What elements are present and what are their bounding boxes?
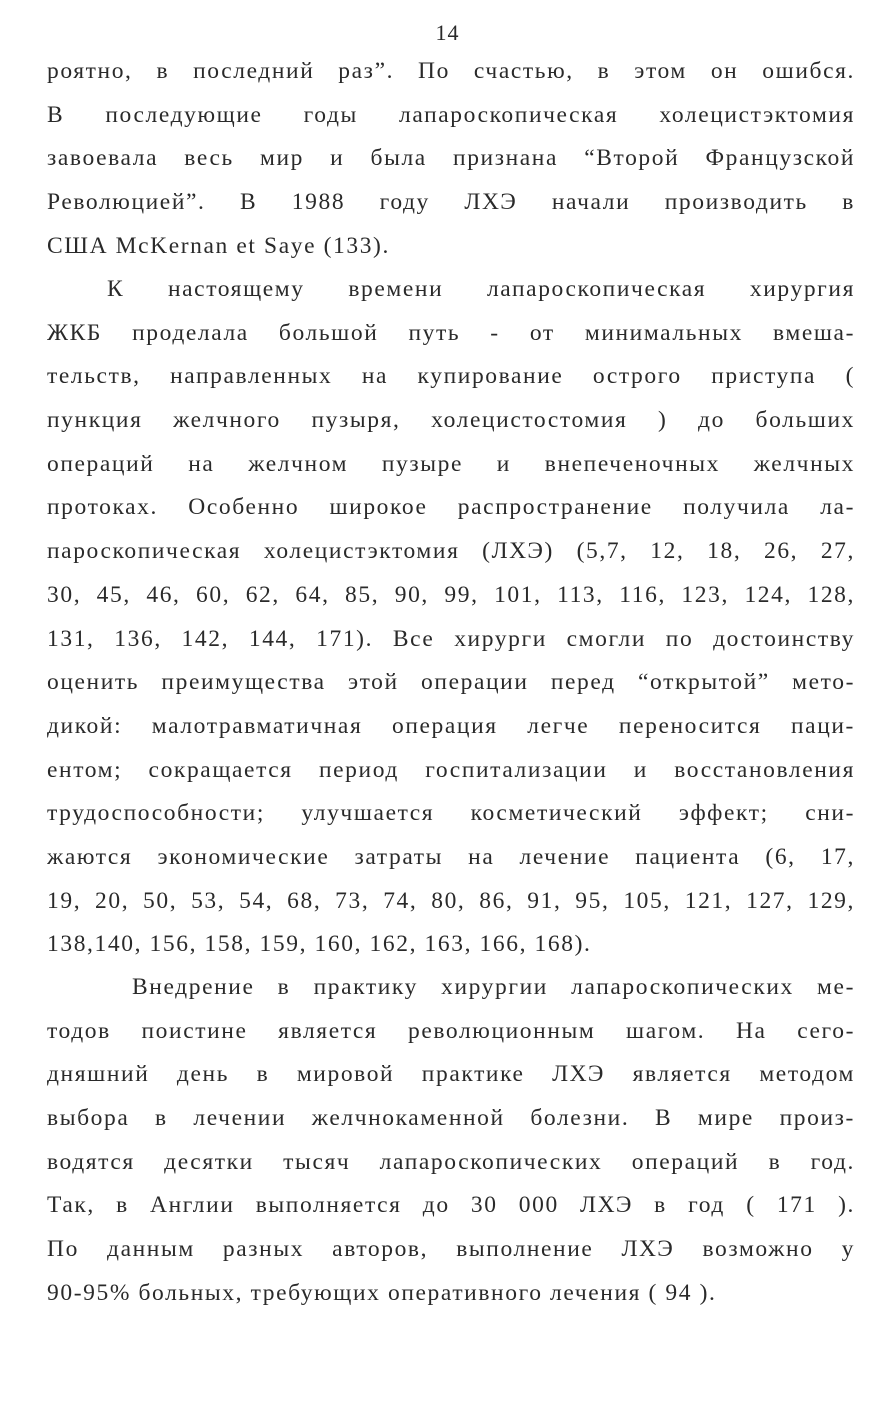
paragraph-2 xyxy=(47,268,855,967)
text-line: выбора в лечении желчнокаменной болезни. В мире произ- xyxy=(47,1105,855,1132)
text-line: дикой: малотравматичная операция легче переносится паци- xyxy=(47,712,855,739)
text-line: Внедрение в практику хирургии лапароскопических ме- xyxy=(132,974,855,1000)
text-line: ентом; сокращается период госпитализации и восстановления xyxy=(47,756,855,783)
text-line: Так, в Англии выполняется до 30 000 ЛХЭ в год ( 171 ). xyxy=(47,1192,855,1219)
text-line: По данным разных авторов, выполнение ЛХЭ возможно у xyxy=(47,1236,855,1263)
text-line: водятся десятки тысяч лапароскопических операций в год. xyxy=(47,1148,855,1175)
text-line: 30, 45, 46, 60, 62, 64, 85, 90, 99, 101, 113, 116, 123, 124, 128, xyxy=(47,581,855,608)
text-line: пункция желчного пузыря, холецистостомия ) до больших xyxy=(47,407,855,434)
text-line: Революцией”. В 1988 году ЛХЭ начали производить в xyxy=(47,189,855,216)
text-line: оценить преимущества этой операции перед “открытой” мето- xyxy=(47,669,855,696)
text-line: 138,140, 156, 158, 159, 160, 162, 163, 166, 168). xyxy=(47,931,592,958)
text-line: роятно, в последний раз”. По счастью, в этом он ошибся. xyxy=(47,58,855,84)
text-line: 19, 20, 50, 53, 54, 68, 73, 74, 80, 86, 91, 95, 105, 121, 127, 129, xyxy=(47,887,855,914)
text-line: К настоящему времени лапароскопическая хирургия xyxy=(107,276,855,302)
text-line: ЖКБ проделала большой путь - от минимальных вмеша- xyxy=(47,319,855,346)
text-line: В последующие годы лапароскопическая холецистэктомия xyxy=(47,101,855,128)
text-line: тельств, направленных на купирование острого приступа ( xyxy=(47,363,855,390)
text-line: операций на желчном пузыре и внепеченочных желчных xyxy=(47,450,855,477)
text-line: США McKernan et Saye (133). xyxy=(47,232,390,259)
paragraph-3 xyxy=(47,966,855,1316)
text-line: завоевала весь мир и была признана “Второй Французской xyxy=(47,145,855,172)
text-line: протоках. Особенно широкое распространение получила ла- xyxy=(47,494,855,521)
text-line: 90-95% больных, требующих оперативного лечения ( 94 ). xyxy=(47,1279,717,1306)
paragraph-1 xyxy=(47,50,855,268)
text-line: тодов поистине является революционным шагом. На сего- xyxy=(47,1017,855,1044)
text-line: пароскопическая холецистэктомия (ЛХЭ) (5,7, 12, 18, 26, 27, xyxy=(47,538,855,565)
text-line: дняшний день в мировой практике ЛХЭ является методом xyxy=(47,1061,855,1088)
text-line: жаются экономические затраты на лечение пациента (6, 17, xyxy=(47,843,855,870)
text-line: трудоспособности; улучшается косметический эффект; сни- xyxy=(47,800,855,827)
page-number: 14 xyxy=(435,20,460,45)
text-line: 131, 136, 142, 144, 171). Все хирурги смогли по достоинству xyxy=(47,625,855,652)
